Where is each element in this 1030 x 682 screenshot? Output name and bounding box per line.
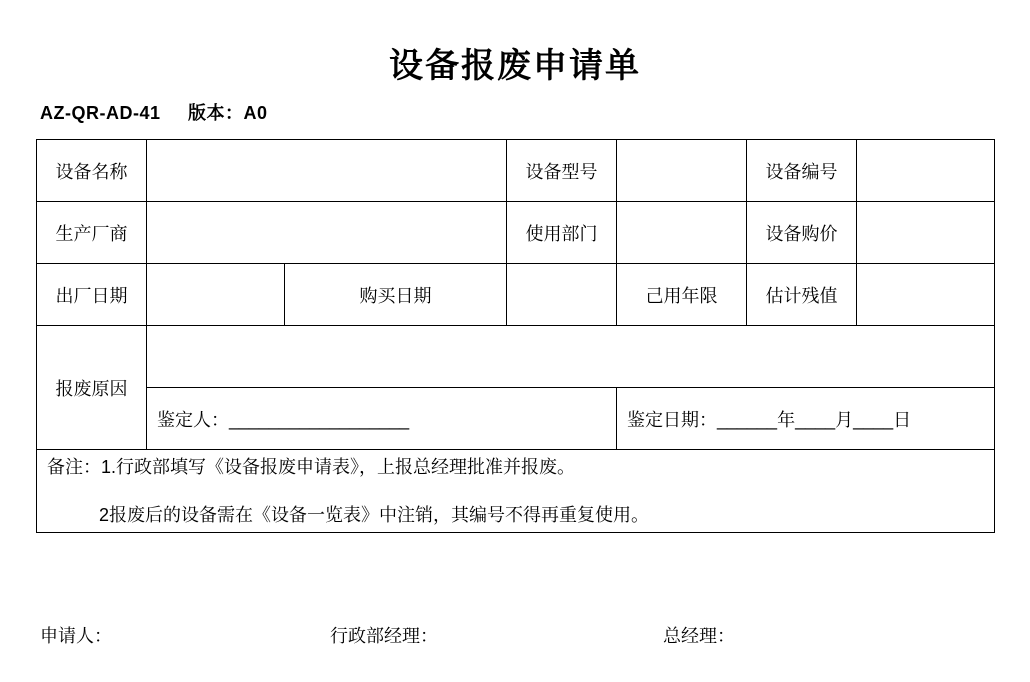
field-equipment-name[interactable]	[147, 140, 507, 202]
table-row	[37, 140, 995, 202]
field-production-date[interactable]	[147, 264, 285, 326]
label-equipment-number: 设备编号	[747, 140, 857, 202]
admin-manager-label: 行政部经理：	[330, 626, 438, 646]
field-manufacturer[interactable]	[147, 202, 507, 264]
document-version: 版本：A0	[188, 103, 268, 123]
field-residual-value[interactable]	[857, 264, 995, 326]
field-purchase-date[interactable]	[507, 264, 617, 326]
appraisal-date-line: ______年____月____日	[717, 409, 912, 430]
document-code: AZ-QR-AD-41	[40, 103, 161, 123]
field-equipment-number[interactable]	[857, 140, 995, 202]
applicant-label: 申请人：	[40, 626, 112, 646]
note-line-2	[47, 498, 984, 532]
label-residual-value: 估计残值	[747, 264, 857, 326]
field-scrap-reason[interactable]	[147, 326, 995, 388]
table-row	[37, 202, 995, 264]
label-appraiser: 鉴定人：	[157, 409, 229, 430]
field-using-department[interactable]	[617, 202, 747, 264]
table-row	[37, 450, 995, 533]
general-manager-label: 总经理：	[663, 626, 735, 646]
scrap-application-table	[36, 139, 995, 533]
label-purchase-price: 设备购价	[747, 202, 857, 264]
label-scrap-reason: 报废原因	[37, 326, 147, 450]
note-line-2-text: 报废后的设备需在《设备一览表》中注销，其编号不得再重复使用。	[109, 505, 650, 526]
table-row	[37, 264, 995, 326]
field-appraiser[interactable]	[147, 388, 617, 450]
field-purchase-price[interactable]	[857, 202, 995, 264]
document-code-line	[40, 99, 268, 125]
label-appraisal-date: 鉴定日期：	[627, 409, 717, 430]
table-row	[37, 388, 995, 450]
label-manufacturer: 生产厂商	[37, 202, 147, 264]
label-years-used: 己用年限	[617, 264, 747, 326]
note-line-1: 备注：1.行政部填写《设备报废申请表》，上报总经理批准并报废。	[47, 457, 576, 477]
label-equipment-model: 设备型号	[507, 140, 617, 202]
page-title: 设备报废申请单	[389, 48, 641, 85]
label-using-department: 使用部门	[507, 202, 617, 264]
label-production-date: 出厂日期	[37, 264, 147, 326]
field-equipment-model[interactable]	[617, 140, 747, 202]
label-equipment-name: 设备名称	[37, 140, 147, 202]
field-appraisal-date[interactable]	[617, 388, 995, 450]
note-line-2-number: 2	[99, 505, 110, 526]
table-row	[37, 326, 995, 388]
appraiser-line: __________________	[229, 409, 410, 430]
note-cell	[37, 450, 995, 533]
signature-footer	[0, 622, 1030, 662]
label-purchase-date: 购买日期	[285, 264, 507, 326]
